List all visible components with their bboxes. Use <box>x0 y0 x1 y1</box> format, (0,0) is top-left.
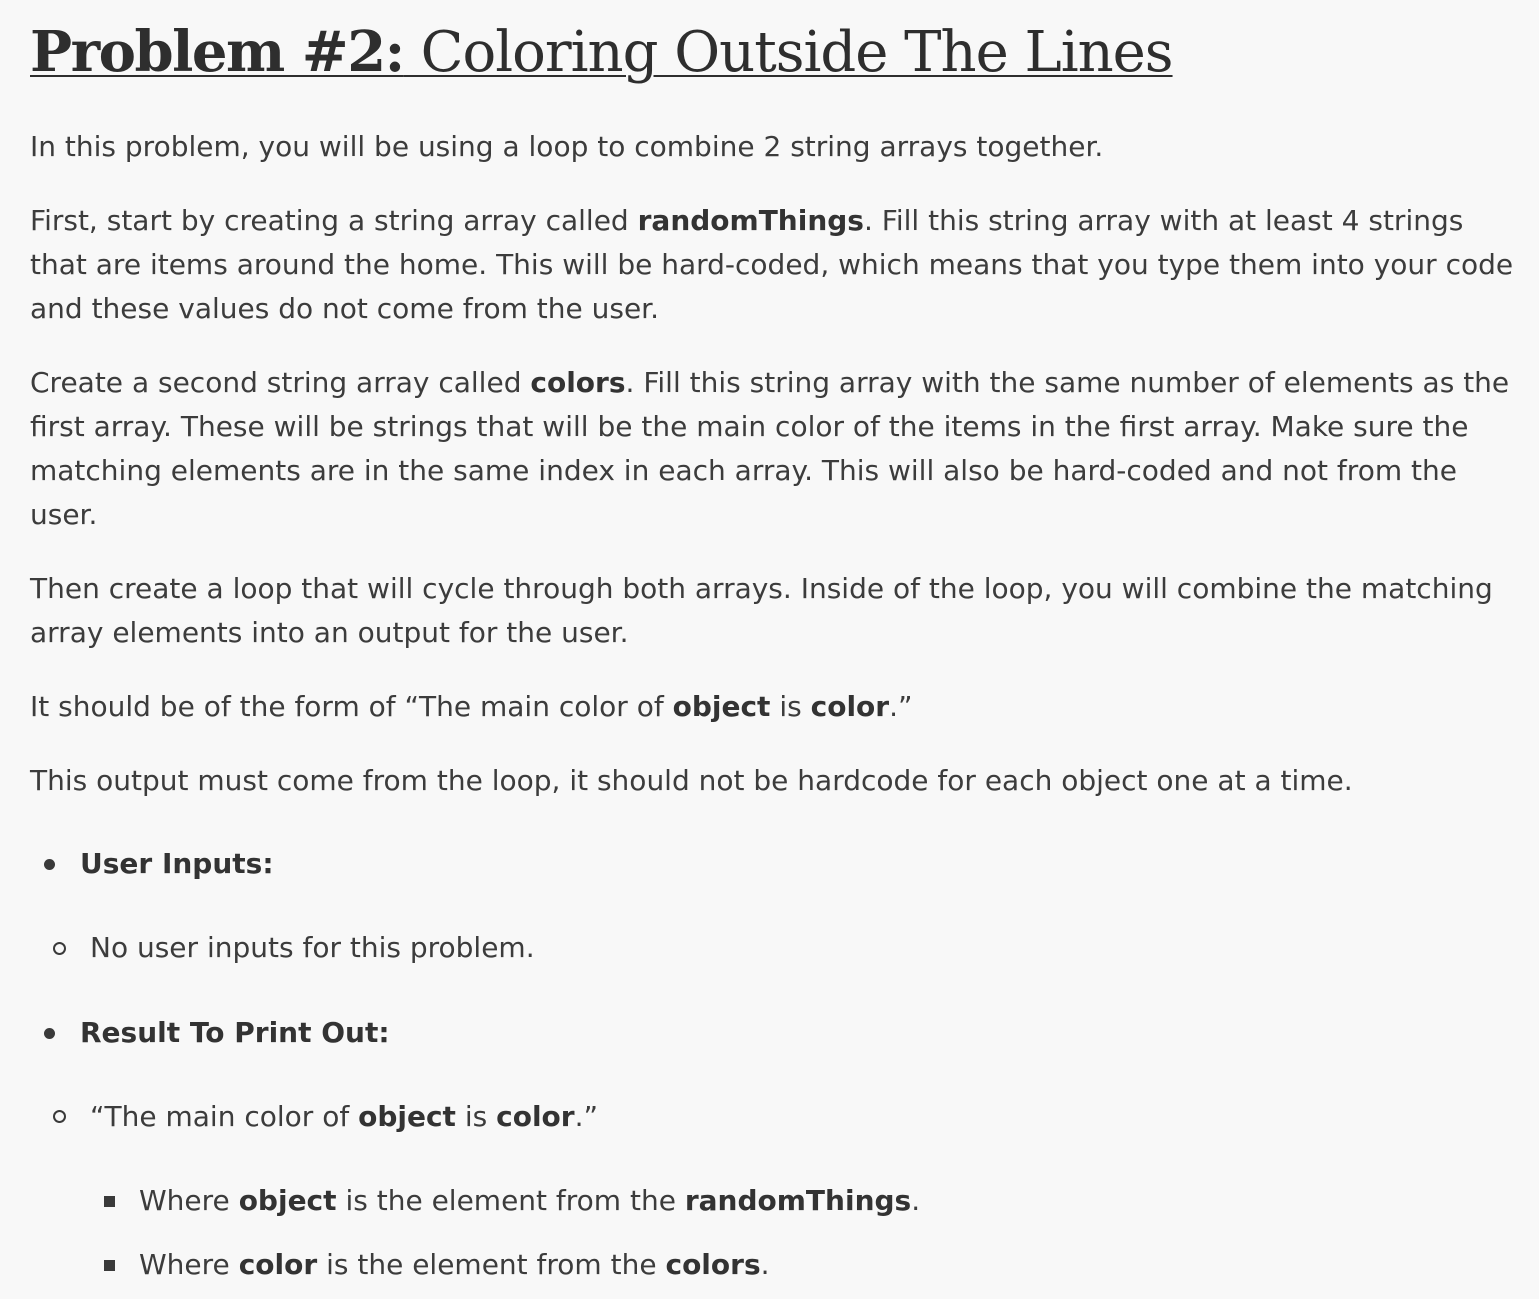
page-title <box>30 14 1173 91</box>
p5-color: color <box>810 690 890 723</box>
p5-text-e: .” <box>889 690 913 723</box>
where-color-b: color <box>238 1248 318 1281</box>
title-rest: Coloring Outside The Lines <box>403 20 1173 85</box>
where-object-a: Where <box>139 1184 239 1217</box>
where-color-e: . <box>760 1248 770 1281</box>
result-label-text: Result To Print Out: <box>80 1016 390 1049</box>
p3-text-c: . Fill this string array with the same number of elements as the first array. These will be strings that will be the main color of the items in the first array. Make sure the matching elements are in the same index in each array. This will also be hard-coded and not from the user. <box>30 366 1510 531</box>
where-object-d: randomThings <box>684 1184 912 1217</box>
result-object: object <box>358 1100 456 1133</box>
p5-text-a: It should be of the form of “The main color of <box>30 690 673 723</box>
bullet-square-icon <box>104 1260 115 1271</box>
form-paragraph <box>30 685 1520 729</box>
result-color: color <box>496 1100 575 1133</box>
where-object-e: . <box>911 1184 921 1217</box>
result-text-a: “The main color of <box>90 1100 359 1133</box>
where-color-d: colors <box>665 1248 761 1281</box>
p2-bold: randomThings <box>637 204 864 237</box>
bullet-circle-icon <box>53 942 66 955</box>
where-object-item <box>139 1179 920 1223</box>
p2-text-c: . Fill this string array with at least 4 strings that are items around the home. This will be hard-coded, which means that you type them into your code and these values do not come from the user. <box>30 204 1514 325</box>
bullet-circle-icon <box>53 1110 66 1123</box>
random-things-paragraph <box>30 199 1520 331</box>
result-text-c: is <box>455 1100 497 1133</box>
where-color-item <box>139 1243 770 1287</box>
title-bold: Problem #2: <box>30 19 404 85</box>
p5-text-c: is <box>770 690 811 723</box>
bullet-disc-icon <box>44 1028 55 1039</box>
bullet-disc-icon <box>44 859 55 870</box>
user-inputs-label <box>80 842 274 886</box>
p3-bold: colors <box>530 366 626 399</box>
where-object-b: object <box>238 1184 337 1217</box>
p3-text-a: Create a second string array called <box>30 366 531 399</box>
loop-paragraph: Then create a loop that will cycle through both arrays. Inside of the loop, you will combine the matching array elements into an output for the user. <box>30 572 1493 649</box>
result-text-e: .” <box>574 1100 598 1133</box>
bullet-square-icon <box>104 1196 115 1207</box>
result-label <box>80 1011 390 1055</box>
p2-text-a: First, start by creating a string array called <box>30 204 638 237</box>
colors-paragraph <box>30 361 1520 537</box>
user-inputs-label-text: User Inputs: <box>80 847 274 880</box>
user-inputs-item: No user inputs for this problem. <box>90 931 535 964</box>
where-object-c: is the element from the <box>336 1184 685 1217</box>
output-paragraph: This output must come from the loop, it should not be hardcode for each object one at a time. <box>30 764 1353 797</box>
p5-object: object <box>672 690 771 723</box>
intro-paragraph: In this problem, you will be using a loop to combine 2 string arrays together. <box>30 130 1104 163</box>
where-color-c: is the element from the <box>317 1248 666 1281</box>
result-item <box>90 1095 598 1139</box>
where-color-a: Where <box>139 1248 239 1281</box>
